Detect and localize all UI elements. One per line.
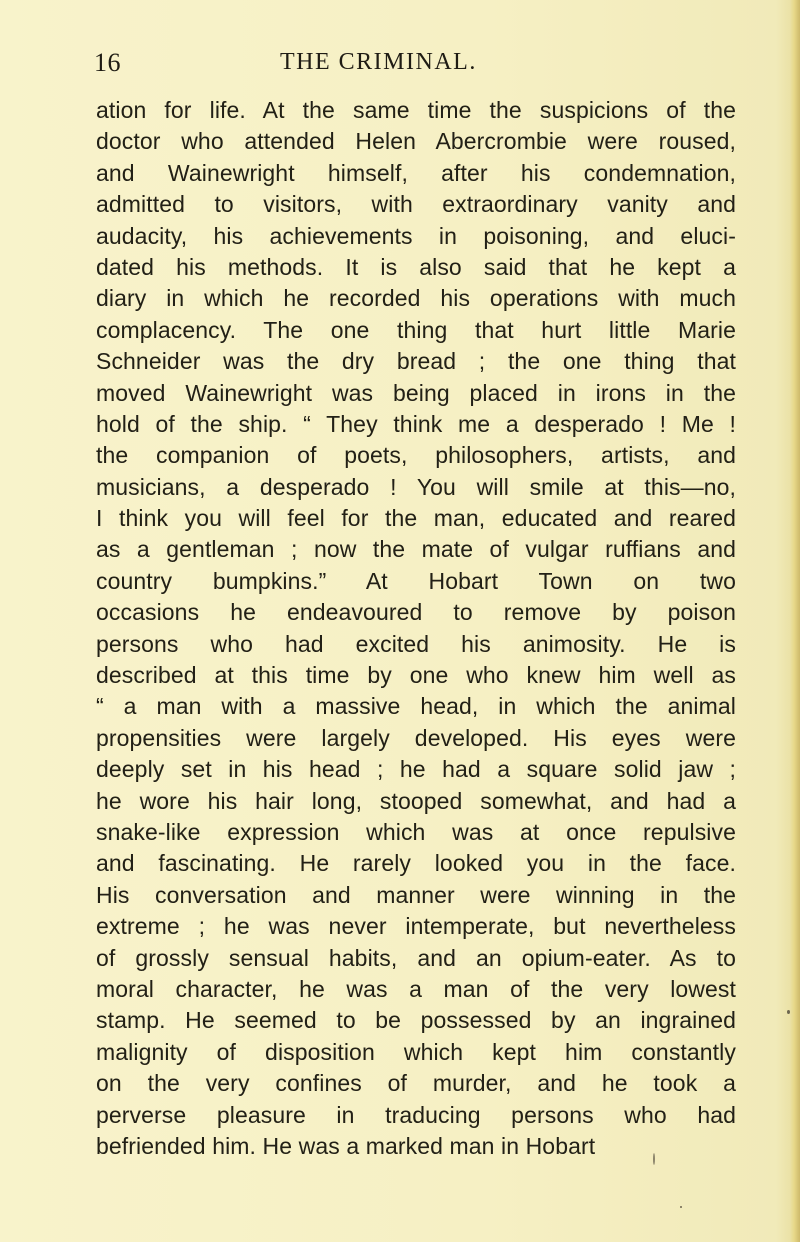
text-line: on the very confines of murder, and he took a: [96, 1070, 736, 1097]
text-line: hold of the ship. “ They think me a desperado ! Me !: [96, 410, 736, 437]
text-line: occasions he endeavoured to remove by poison: [96, 599, 736, 626]
text-line: musicians, a desperado ! You will smile at this—no,: [96, 473, 736, 500]
text-line: deeply set in his head ; he had a square solid jaw ;: [96, 756, 736, 783]
text-line: moral character, he was a man of the very lowest: [96, 975, 736, 1002]
text-line: ation for life. At the same time the suspicions of the: [96, 97, 736, 123]
text-line: His conversation and manner were winning in the: [96, 881, 736, 908]
text-line: and Wainewright himself, after his condemnation,: [96, 159, 736, 186]
text-line: “ a man with a massive head, in which the animal: [96, 693, 736, 720]
text-line: extreme ; he was never intemperate, but nevertheless: [96, 913, 736, 940]
text-line: propensities were largely developed. His eyes were: [96, 724, 736, 751]
text-line: I think you will feel for the man, educated and reared: [96, 505, 736, 532]
text-line: befriended him. He was a marked man in Hobart: [96, 1132, 596, 1159]
body-text: [96, 95, 736, 1162]
text-line: the companion of poets, philosophers, artists, and: [96, 442, 736, 469]
text-line: snake-like expression which was at once repulsive: [96, 818, 736, 845]
running-title: THE CRIMINAL.: [280, 49, 477, 75]
text-line: Schneider was the dry bread ; the one thing that: [96, 348, 736, 375]
text-line: diary in which he recorded his operations with much: [96, 285, 736, 312]
text-line: he wore his hair long, stooped somewhat, and had a: [96, 787, 736, 814]
text-line: of grossly sensual habits, and an opium-eater. As to: [96, 944, 736, 971]
text-line: country bumpkins.” At Hobart Town on two: [96, 567, 736, 594]
text-line: and fascinating. He rarely looked you in the face.: [96, 850, 736, 877]
text-line: stamp. He seemed to be possessed by an ingrained: [96, 1007, 736, 1034]
text-line: doctor who attended Helen Abercrombie were roused,: [96, 128, 736, 155]
text-line: admitted to visitors, with extraordinary vanity and: [96, 191, 736, 218]
text-line: complacency. The one thing that hurt little Marie: [96, 316, 736, 343]
text-line: persons who had excited his animosity. He is: [96, 630, 736, 657]
text-line: described at this time by one who knew him well as: [96, 662, 736, 689]
text-line: moved Wainewright was being placed in irons in the: [96, 379, 736, 406]
page-header: [94, 48, 714, 78]
text-line: audacity, his achievements in poisoning, and eluci-: [96, 222, 736, 249]
text-line: dated his methods. It is also said that he kept a: [96, 253, 736, 280]
text-line: malignity of disposition which kept him constantly: [96, 1038, 736, 1065]
page-edge-shadow: [790, 0, 800, 1242]
paper-speck: [653, 1153, 655, 1165]
page-number: 16: [94, 48, 121, 77]
paper-speck: [680, 1206, 682, 1208]
text-line: perverse pleasure in traducing persons who had: [96, 1101, 736, 1128]
text-line: as a gentleman ; now the mate of vulgar ruffians and: [96, 536, 736, 563]
